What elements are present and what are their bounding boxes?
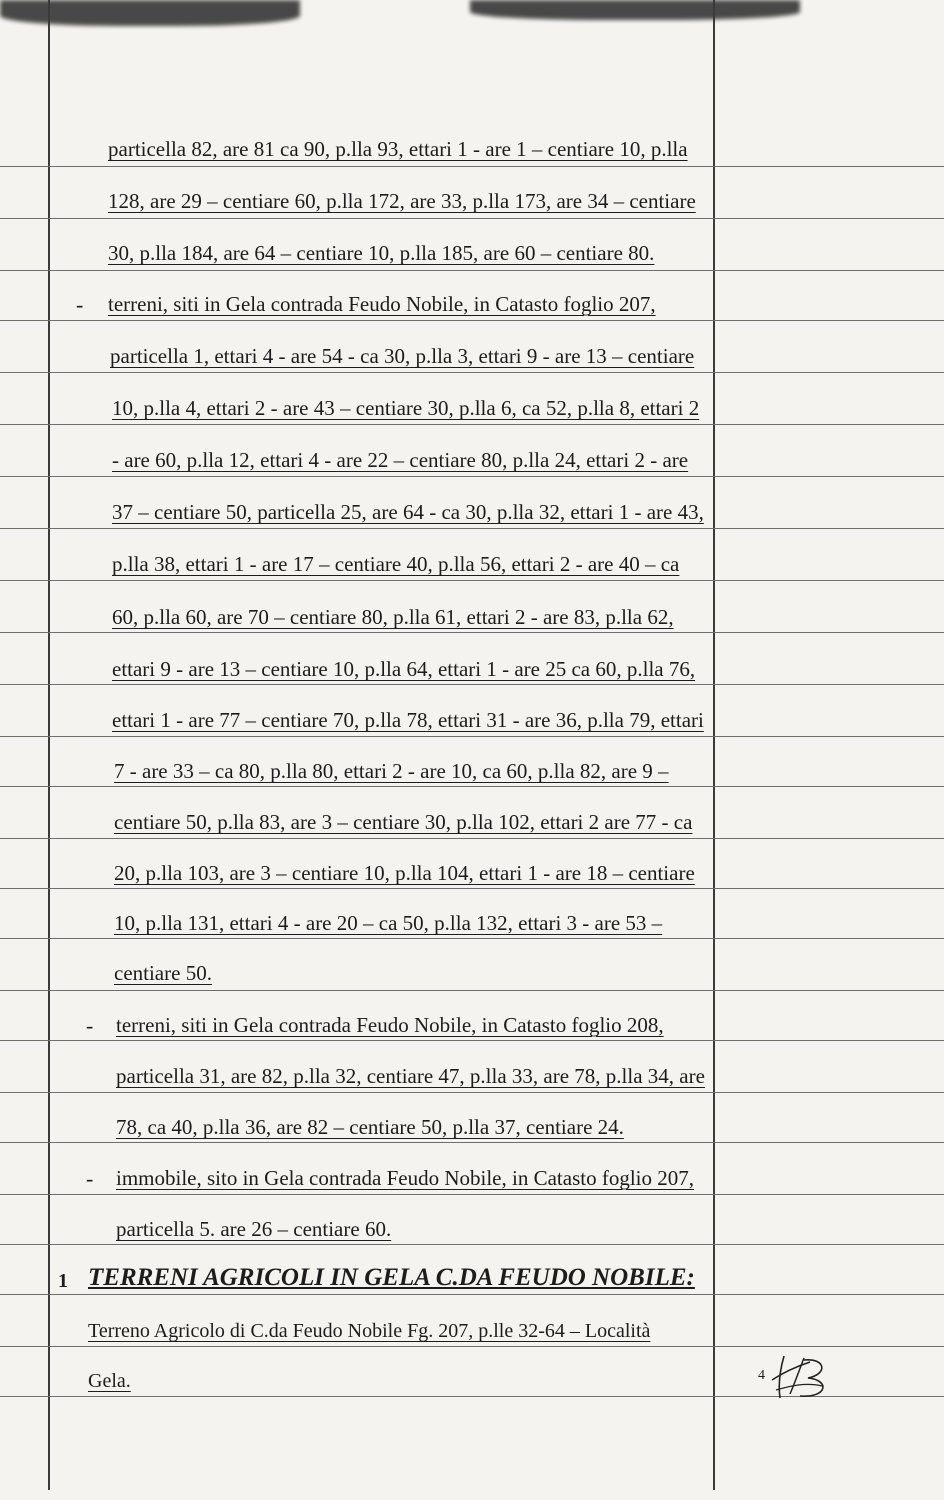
text-line: 78, ca 40, p.lla 36, are 82 – centiare 50, p.lla 37, centiare 24.: [116, 1115, 624, 1139]
text-line: immobile, sito in Gela contrada Feudo Nobile, in Catasto foglio 207,: [116, 1166, 694, 1190]
ruled-line: [0, 1194, 944, 1195]
text-line: 30, p.lla 184, are 64 – centiare 10, p.lla 185, are 60 – centiare 80.: [108, 241, 655, 265]
text-line: ettari 9 - are 13 – centiare 10, p.lla 64, ettari 1 - are 25 ca 60, p.lla 76,: [112, 657, 696, 681]
text-line: terreni, siti in Gela contrada Feudo Nobile, in Catasto foglio 207,: [108, 292, 656, 316]
text-line: particella 31, are 82, p.lla 32, centiare 47, p.lla 33, are 78, p.lla 34, are: [116, 1064, 705, 1088]
ruled-line: [0, 888, 944, 889]
text-line: 20, p.lla 103, are 3 – centiare 10, p.lla 104, ettari 1 - are 18 – centiare: [114, 861, 695, 885]
ruled-line: [0, 166, 944, 167]
section-body-line: Gela.: [88, 1370, 131, 1392]
ruled-line: [0, 736, 944, 737]
ruled-line: [0, 218, 944, 219]
ruled-line: [0, 1142, 944, 1143]
left-margin-line: [48, 0, 50, 1490]
text-line: 7 - are 33 – ca 80, p.lla 80, ettari 2 - are 10, ca 60, p.lla 82, are 9 –: [114, 759, 669, 783]
text-line: particella 5. are 26 – centiare 60.: [116, 1217, 392, 1241]
text-line: particella 82, are 81 ca 90, p.lla 93, ettari 1 - are 1 – centiare 10, p.lla: [108, 137, 688, 161]
text-line: p.lla 38, ettari 1 - are 17 – centiare 40, p.lla 56, ettari 2 - are 40 – ca: [112, 552, 680, 576]
text-line: 128, are 29 – centiare 60, p.lla 172, are 33, p.lla 173, are 34 – centiare: [108, 189, 696, 213]
bullet-dash: -: [76, 292, 84, 317]
ruled-line: [0, 270, 944, 271]
ruled-line: [0, 632, 944, 633]
section-body-line: Terreno Agricolo di C.da Feudo Nobile Fg. 207, p.lle 32-64 – Località: [88, 1320, 651, 1342]
signature-initials: [770, 1350, 840, 1406]
text-line: 60, p.lla 60, are 70 – centiare 80, p.lla 61, ettari 2 - are 83, p.lla 62,: [112, 605, 674, 629]
ruled-line: [0, 786, 944, 787]
ruled-line: [0, 990, 944, 991]
text-line: particella 1, ettari 4 - are 54 - ca 30, p.lla 3, ettari 9 - are 13 – centiare: [110, 344, 695, 368]
ruled-line: [0, 528, 944, 529]
right-margin-line: [713, 0, 715, 1490]
ruled-line: [0, 1294, 944, 1295]
ruled-line: [0, 476, 944, 477]
ruled-line: [0, 1040, 944, 1041]
ruled-line: [0, 1346, 944, 1347]
ruled-line: [0, 580, 944, 581]
bullet-dash: -: [86, 1166, 94, 1191]
text-line: 10, p.lla 4, ettari 2 - are 43 – centiare 30, p.lla 6, ca 52, p.lla 8, ettari 2: [112, 396, 700, 420]
text-line: centiare 50, p.lla 83, are 3 – centiare 30, p.lla 102, ettari 2 are 77 - ca: [114, 810, 693, 834]
ruled-line: [0, 838, 944, 839]
scan-smudge: [0, 0, 300, 26]
scan-smudge: [470, 0, 800, 20]
section-title: TERRENI AGRICOLI IN GELA C.DA FEUDO NOBILE:: [88, 1264, 695, 1291]
text-line: - are 60, p.lla 12, ettari 4 - are 22 – centiare 80, p.lla 24, ettari 2 - are: [112, 448, 689, 472]
bullet-dash: -: [86, 1013, 94, 1038]
text-line: 10, p.lla 131, ettari 4 - are 20 – ca 50, p.lla 132, ettari 3 - are 53 –: [114, 911, 663, 935]
ruled-line: [0, 424, 944, 425]
ruled-line: [0, 372, 944, 373]
text-line: centiare 50.: [114, 961, 212, 985]
page-number: 4: [758, 1368, 765, 1383]
ruled-line: [0, 684, 944, 685]
section-number: 1: [58, 1270, 68, 1292]
ruled-line: [0, 938, 944, 939]
ruled-line: [0, 320, 944, 321]
ruled-line: [0, 1092, 944, 1093]
text-line: 37 – centiare 50, particella 25, are 64 - ca 30, p.lla 32, ettari 1 - are 43,: [112, 500, 704, 524]
ruled-line: [0, 1244, 944, 1245]
text-line: terreni, siti in Gela contrada Feudo Nobile, in Catasto foglio 208,: [116, 1013, 664, 1037]
text-line: ettari 1 - are 77 – centiare 70, p.lla 78, ettari 31 - are 36, p.lla 79, ettari: [112, 708, 704, 732]
